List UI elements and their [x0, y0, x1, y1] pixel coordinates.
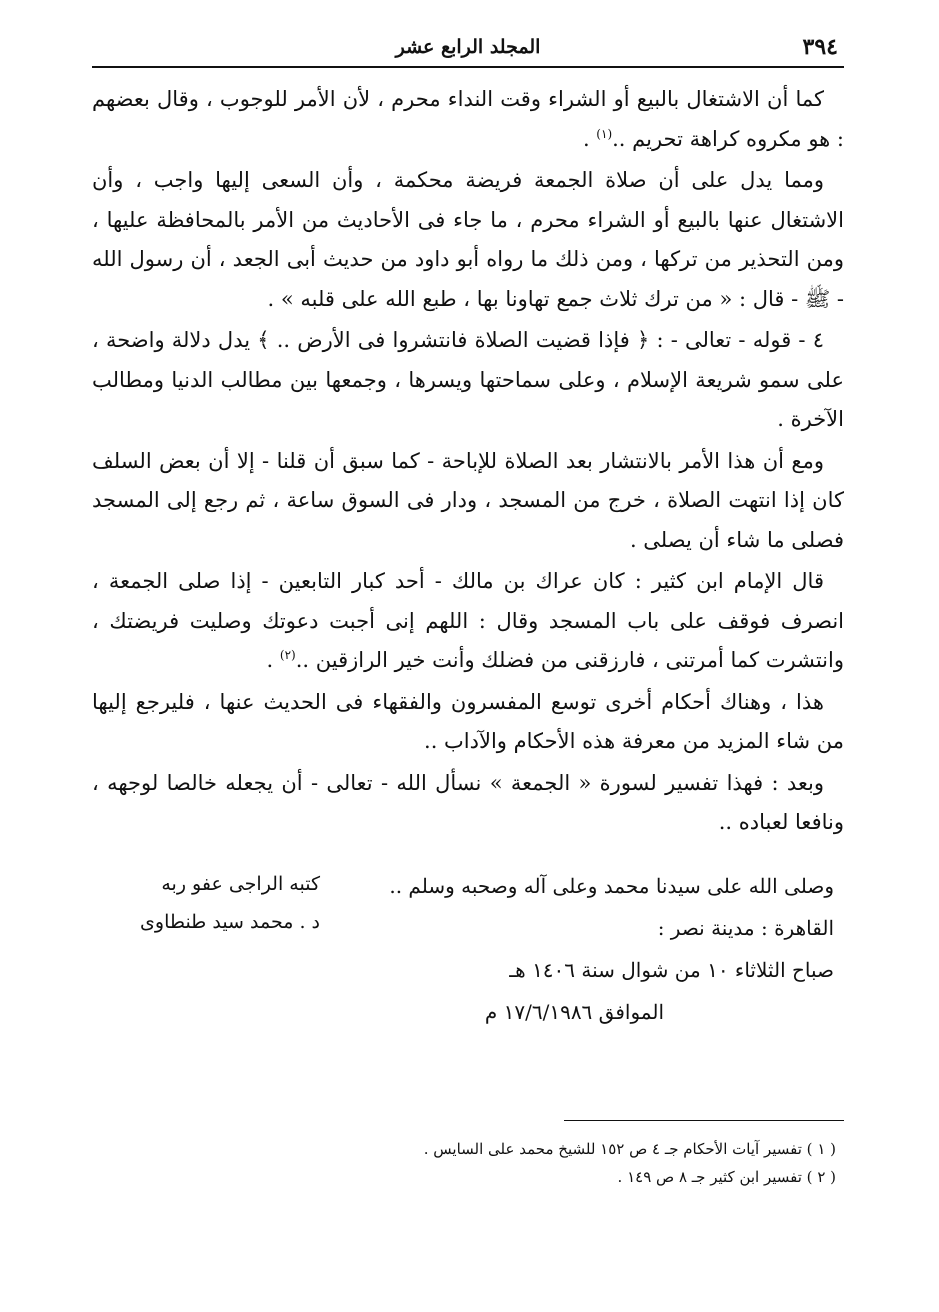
page-header: [92, 30, 844, 68]
paragraph-7: [92, 764, 844, 843]
body-text: [92, 80, 844, 843]
paragraph-4: [92, 442, 844, 561]
footnotes: [92, 1120, 844, 1191]
paragraph-3-text: ٤ - قوله - تعالى - : ﴿ فإذا قضيت الصلاة فانتشروا فى الأرض .. ﴾ يدل دلالة واضحة ، على سمو شريعة الإسلام ، وعلى سماحتها ويسرها ، وجمعها بين مطالب الدنيا ومطالب الآخرة .: [92, 328, 844, 431]
book-page: [92, 30, 844, 1280]
paragraph-2: [92, 161, 844, 319]
gregorian-date: الموافق ١٧/٦/١٩٨٦ م: [484, 999, 664, 1024]
paragraph-3: [92, 321, 844, 440]
paragraph-5-text: قال الإمام ابن كثير : كان عراك بن مالك - أحد كبار التابعين - إذا صلى الجمعة ، انصرف فوقف على باب المسجد وقال : اللهم إنى أجبت دعوتك وصليت فريضتك ، وانتشرت كما أمرتنى ، فارزقنى من فضلك وأنت خير الرازقين ..: [92, 569, 844, 672]
running-title: المجلد الرابع عشر: [395, 36, 541, 58]
paragraph-6: [92, 683, 844, 762]
author-block: [90, 865, 320, 941]
paragraph-1-text: كما أن الاشتغال بالبيع أو الشراء وقت النداء محرم ، لأن الأمر للوجوب ، وقال بعضهم : هو مكروه كراهة تحريم ..: [92, 87, 844, 151]
footnote-marker-2[interactable]: (٢): [279, 648, 296, 662]
hijri-date: صباح الثلاثاء ١٠ من شوال سنة ١٤٠٦ هـ: [509, 957, 834, 982]
place-line: القاهرة : مدينة نصر :: [657, 915, 834, 940]
signoff: [92, 865, 844, 1035]
paragraph-6-text: هذا ، وهناك أحكام أخرى توسع المفسرون والفقهاء فى الحديث عنها ، فليرجع إليها من شاء المزيد من معرفة هذه الأحكام والآداب ..: [92, 689, 844, 753]
page-number: ٣٩٤: [802, 34, 838, 60]
paragraph-5-ending: .: [266, 648, 280, 672]
footnote-divider: [564, 1120, 844, 1121]
closing-prayer: وصلى الله على سيدنا محمد وعلى آله وصحبه وسلم ..: [389, 873, 834, 898]
author-line-1: كتبه الراجى عفو ربه: [161, 872, 320, 895]
closing-block: [374, 865, 834, 1033]
paragraph-1: [92, 80, 844, 159]
paragraph-1-ending: .: [582, 126, 597, 151]
author-name: د . محمد سيد طنطاوى: [140, 910, 320, 933]
paragraph-4-text: ومع أن هذا الأمر بالانتشار بعد الصلاة للإباحة - كما سبق أن قلنا - إلا أن بعض السلف كان إذا انتهت الصلاة ، خرج من المسجد ، ودار فى السوق ساعة ، ثم رجع إلى المسجد فصلى ما شاء أن يصلى .: [92, 448, 844, 552]
footnote-marker-1[interactable]: (١): [596, 126, 613, 141]
footnote-2: ( ٢ ) تفسير ابن كثير جـ ٨ ص ١٤٩ .: [617, 1168, 836, 1186]
paragraph-7-text: وبعد : فهذا تفسير لسورة « الجمعة » نسأل الله - تعالى - أن يجعله خالصا لوجهه ، ونافعا لعباده ..: [92, 770, 844, 834]
footnote-1: ( ١ ) تفسير آيات الأحكام جـ ٤ ص ١٥٢ للشيخ محمد على السايس .: [423, 1140, 836, 1158]
paragraph-5: [92, 562, 844, 681]
paragraph-2-text: ومما يدل على أن صلاة الجمعة فريضة محكمة ، وأن السعى إليها واجب ، وأن الاشتغال عنها بالبيع أو الشراء محرم ، ما جاء فى الأحاديث من الأمر بالمحافظة عليها ، ومن التحذير من تركها ، ومن ذلك ما رواه أبو داود من حديث أبى الجعد ، أن رسول الله - ﷺ - قال : « من ترك ثلاث جمع تهاونا بها ، طبع الله على قلبه » .: [92, 168, 844, 311]
